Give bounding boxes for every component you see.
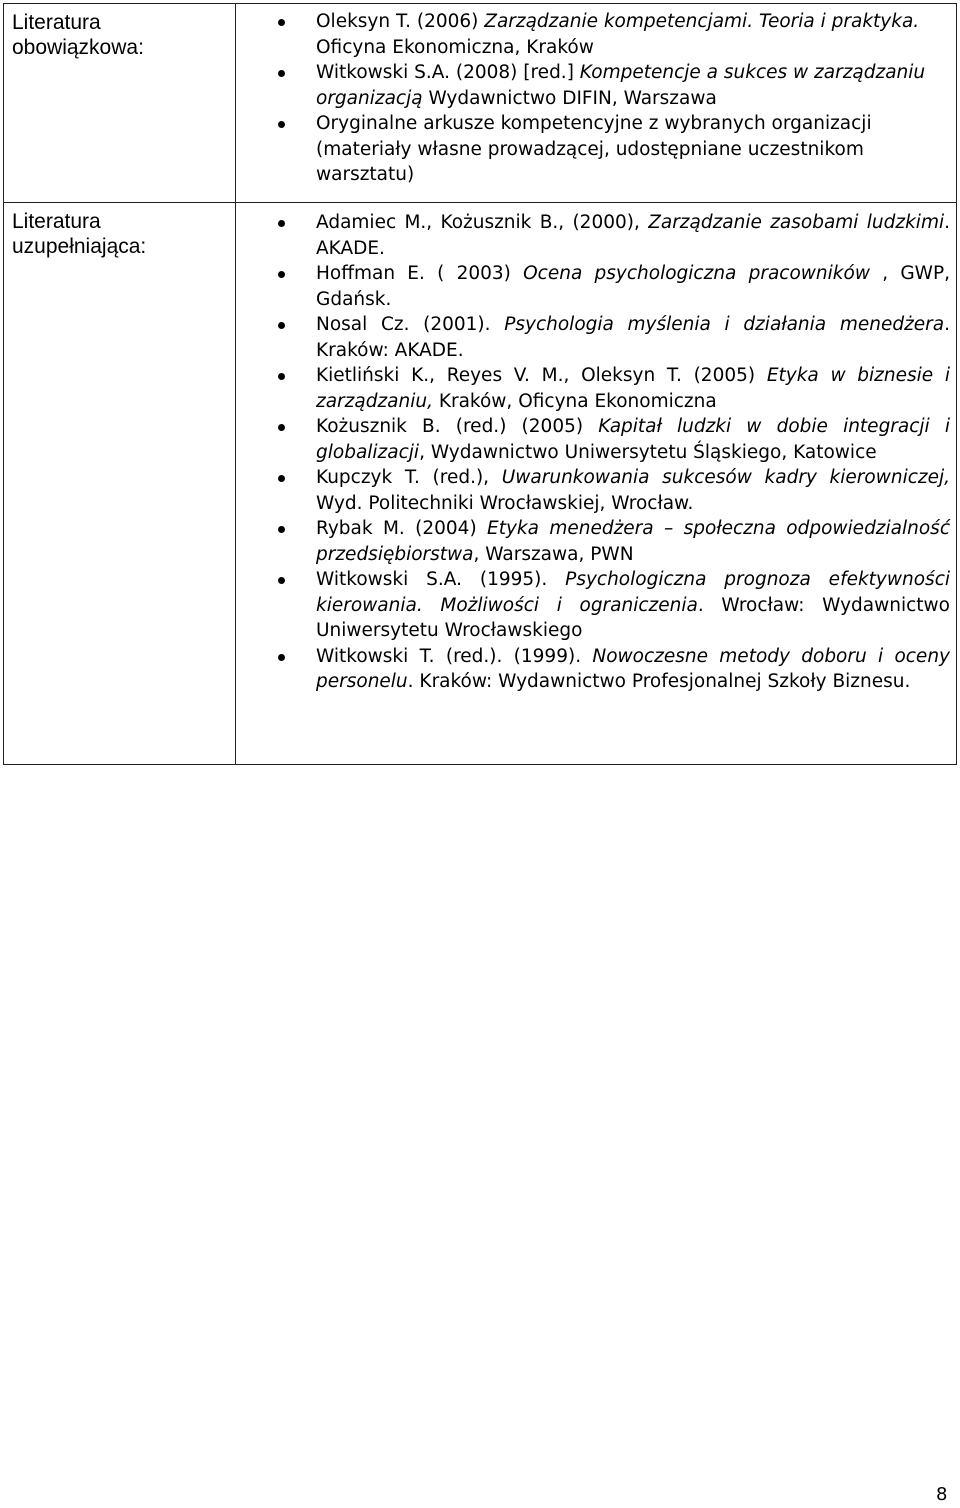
page-number: 8 bbox=[936, 1484, 948, 1505]
label-line: uzupełniająca: bbox=[12, 235, 147, 258]
reference-text: Witkowski T. (red.). (1999). bbox=[316, 645, 593, 667]
reference-item bbox=[236, 9, 950, 60]
reference-item bbox=[236, 644, 950, 695]
reference-text: Oryginalne arkusze kompetencyjne z wybranych organizacji (materiały własne prowadzącej, udostępniane uczestnikom warsztatu) bbox=[316, 113, 872, 185]
required-literature-list bbox=[236, 9, 950, 188]
reference-title: Kapitał ludzki w dobie integracji i globalizacji bbox=[316, 416, 950, 463]
reference-text: Kraków, Oficyna Ekonomiczna bbox=[432, 390, 717, 412]
supplementary-literature-label bbox=[4, 203, 236, 765]
reference-title: Psychologiczna prognoza efektywności kierowania. Możliwości i ograniczenia bbox=[316, 569, 951, 616]
reference-text: , Wydawnictwo Uniwersytetu Śląskiego, Katowice bbox=[419, 441, 877, 463]
reference-item bbox=[236, 414, 950, 465]
reference-item bbox=[236, 210, 950, 261]
reference-item bbox=[236, 111, 950, 188]
supplementary-literature-list bbox=[236, 210, 950, 695]
reference-title: Zarządzanie kompetencjami. Teoria i praktyka. bbox=[484, 11, 920, 32]
reference-item bbox=[236, 363, 950, 414]
reference-text: . AKADE. bbox=[316, 212, 950, 259]
reference-text: Oficyna Ekonomiczna, Kraków bbox=[316, 36, 594, 58]
literature-table bbox=[3, 3, 957, 765]
required-literature-row bbox=[4, 4, 957, 203]
reference-text: Kożusznik B. (red.) (2005) bbox=[316, 416, 599, 437]
reference-text: Kupczyk T. (red.), bbox=[316, 467, 502, 488]
label-line: Literatura bbox=[12, 11, 101, 34]
reference-text: Hoffman E. ( 2003) bbox=[316, 263, 524, 284]
reference-text: Witkowski S.A. (2008) [red.] bbox=[316, 62, 580, 83]
label-line: obowiązkowa: bbox=[12, 36, 144, 59]
reference-text: Wyd. Politechniki Wrocławskiej, Wrocław. bbox=[316, 492, 694, 514]
reference-title: Kompetencje a sukces w zarządzaniu organizacją bbox=[316, 62, 926, 109]
reference-text: Nosal Cz. (2001). bbox=[316, 314, 505, 335]
reference-text: Kietliński K., Reyes V. M., Oleksyn T. (2005) bbox=[316, 365, 767, 386]
reference-text: Rybak M. (2004) bbox=[316, 518, 488, 539]
reference-title: Etyka menedżera – społeczna odpowiedzialność przedsiębiorstwa bbox=[316, 518, 950, 565]
reference-text: . Kraków: Wydawnictwo Profesjonalnej Szkoły Biznesu. bbox=[407, 671, 911, 692]
reference-text: Oleksyn T. (2006) bbox=[316, 11, 485, 32]
reference-item bbox=[236, 516, 950, 567]
reference-item bbox=[236, 312, 950, 363]
reference-title: Zarządzanie zasobami ludzkimi bbox=[648, 212, 945, 233]
required-literature-cell bbox=[236, 4, 957, 203]
reference-text: Adamiec M., Kożusznik B., (2000), bbox=[316, 212, 649, 233]
reference-item bbox=[236, 465, 950, 516]
reference-text: Witkowski S.A. (1995). bbox=[316, 569, 566, 590]
reference-title: Ocena psychologiczna pracowników bbox=[523, 263, 870, 284]
reference-item bbox=[236, 261, 950, 312]
reference-text: . Kraków: AKADE. bbox=[316, 314, 950, 361]
reference-item bbox=[236, 567, 950, 644]
supplementary-literature-row bbox=[4, 203, 957, 765]
reference-title: Etyka w biznesie i zarządzaniu, bbox=[316, 365, 951, 412]
reference-text: , Warszawa, PWN bbox=[473, 543, 634, 565]
reference-title: Nowoczesne metody doboru i oceny personelu bbox=[316, 645, 950, 692]
reference-text: . Wrocław: Wydawnictwo Uniwersytetu Wrocławskiego bbox=[316, 594, 951, 641]
reference-title: Psychologia myślenia i działania menedżera bbox=[504, 314, 945, 335]
reference-text: Wydawnictwo DIFIN, Warszawa bbox=[422, 87, 717, 109]
reference-text: , GWP, Gdańsk. bbox=[316, 263, 951, 310]
supplementary-literature-cell bbox=[236, 203, 957, 765]
required-literature-label bbox=[4, 4, 236, 203]
reference-item bbox=[236, 60, 950, 111]
reference-title: Uwarunkowania sukcesów kadry kierowniczej, bbox=[501, 467, 950, 488]
label-line: Literatura bbox=[12, 210, 101, 233]
